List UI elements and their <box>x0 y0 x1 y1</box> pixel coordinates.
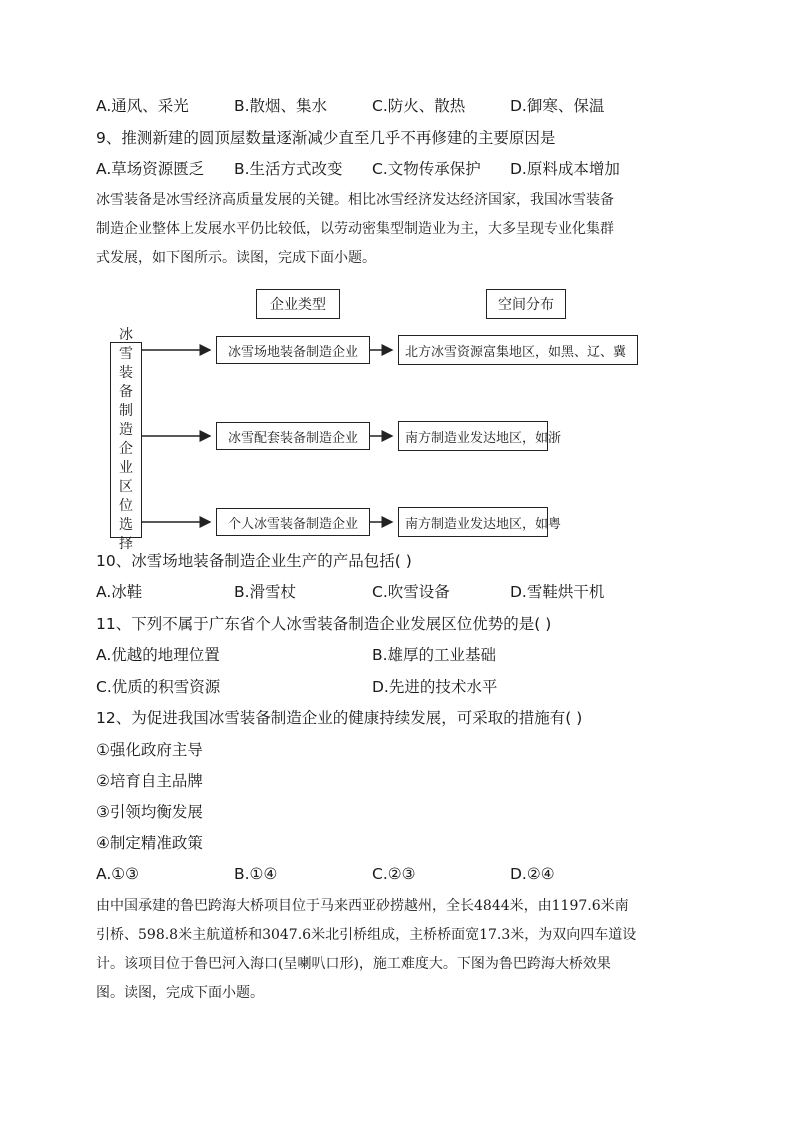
q8-option-b[interactable]: B.散烟、集水 <box>234 97 328 115</box>
q11-option-a[interactable]: A.优越的地理位置 <box>96 646 220 664</box>
space-box-north: 北方冰雪资源富集地区，如黑、辽、冀 <box>398 335 638 365</box>
passage-line: 由中国承建的鲁巴跨海大桥项目位于马来西亚砂捞越州，全长4844米，由1197.6米南 <box>96 898 629 914</box>
q10-option-a[interactable]: A.冰鞋 <box>96 583 143 601</box>
q9-option-d[interactable]: D.原料成本增加 <box>510 160 620 178</box>
header-spatial-distribution: 空间分布 <box>486 289 566 319</box>
q9-stem: 9、推测新建的圆顶屋数量逐渐减少直至几乎不再修建的主要原因是 <box>96 129 556 147</box>
location-choice-box <box>110 327 142 552</box>
passage-ice-snow-equipment <box>96 186 700 273</box>
type-box-support-equipment: 冰雪配套装备制造企业 <box>216 422 370 450</box>
passage-line: 引桥、598.8米主航道桥和3047.6米北引桥组成，主桥桥面宽17.3米，为双向四车道设 <box>96 927 637 943</box>
enterprise-location-diagram <box>96 280 700 552</box>
type-box-personal-equipment: 个人冰雪装备制造企业 <box>216 508 370 536</box>
passage-bridge <box>96 892 700 1008</box>
space-box-zhejiang: 南方制造业发达地区，如浙 <box>398 421 548 451</box>
q12-option-b[interactable]: B.①④ <box>234 865 278 883</box>
passage-line: 式发展，如下图所示。读图，完成下面小题。 <box>96 250 376 266</box>
q8-option-a[interactable]: A.通风、采光 <box>96 97 189 115</box>
passage-line: 制造企业整体上发展水平仍比较低，以劳动密集型制造业为主，大多呈现专业化集群 <box>96 221 614 237</box>
q12-item-1: ①强化政府主导 <box>96 741 203 759</box>
space-box-guangdong: 南方制造业发达地区，如粤 <box>398 507 548 537</box>
passage-line: 冰雪装备是冰雪经济高质量发展的关键。相比冰雪经济发达经济国家，我国冰雪装备 <box>96 192 614 208</box>
q11-option-d[interactable]: D.先进的技术水平 <box>372 678 498 696</box>
q12-option-a[interactable]: A.①③ <box>96 865 140 883</box>
q8-option-c[interactable]: C.防火、散热 <box>372 97 466 115</box>
q9-option-b[interactable]: B.生活方式改变 <box>234 160 343 178</box>
q12-item-4: ④制定精准政策 <box>96 834 203 852</box>
location-choice-label: 冰雪装备制造企业区位选择 <box>119 327 133 552</box>
q12-option-c[interactable]: C.②③ <box>372 865 416 883</box>
type-box-venue-equipment: 冰雪场地装备制造企业 <box>216 336 370 364</box>
passage-line: 图。读图，完成下面小题。 <box>96 985 264 1001</box>
q10-option-c[interactable]: C.吹雪设备 <box>372 583 450 601</box>
q12-item-2: ②培育自主品牌 <box>96 772 203 790</box>
q9-option-c[interactable]: C.文物传承保护 <box>372 160 481 178</box>
q10-option-d[interactable]: D.雪鞋烘干机 <box>510 583 605 601</box>
q11-option-b[interactable]: B.雄厚的工业基础 <box>372 646 497 664</box>
q8-option-d[interactable]: D.御寒、保温 <box>510 97 605 115</box>
q11-stem: 11、下列不属于广东省个人冰雪装备制造企业发展区位优势的是( ) <box>96 615 552 633</box>
q10-option-b[interactable]: B.滑雪杖 <box>234 583 297 601</box>
q12-option-d[interactable]: D.②④ <box>510 865 555 883</box>
passage-line: 计。该项目位于鲁巴河入海口(呈喇叭口形)，施工难度大。下图为鲁巴跨海大桥效果 <box>96 956 611 972</box>
q12-item-3: ③引领均衡发展 <box>96 803 203 821</box>
q9-option-a[interactable]: A.草场资源匮乏 <box>96 160 205 178</box>
header-enterprise-type: 企业类型 <box>256 289 340 319</box>
q12-stem: 12、为促进我国冰雪装备制造企业的健康持续发展，可采取的措施有( ) <box>96 709 583 727</box>
q11-option-c[interactable]: C.优质的积雪资源 <box>96 678 221 696</box>
q10-stem: 10、冰雪场地装备制造企业生产的产品包括( ) <box>96 552 412 570</box>
